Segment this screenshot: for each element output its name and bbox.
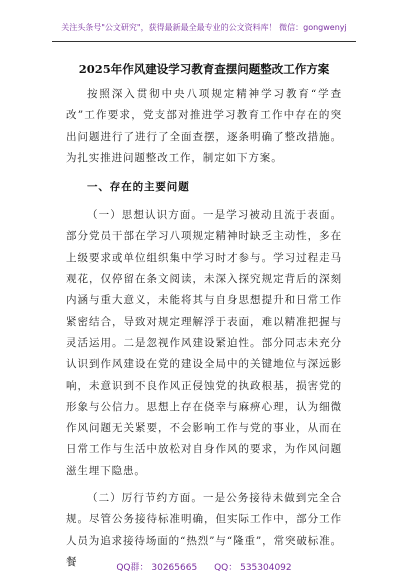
body-paragraph-1: （一）思想认识方面。一是学习被动且流于表面。部分党员干部在学习八项规定精神时缺乏主动性，多在上级要求或单位组织集中学习时才参与。学习过程走马观花，仅停留在条文阅读，未深入探究规定背后的深刻内涵与重大意义，未能将其与自身思想提升和日常工作紧密结合，导致对规定理解浮于表面，难以精准把握与灵活运用。二是忽视作风建设紧迫性。部分同志未充分认识到作风建设在党的建设全局中的关键地位与深远影响，未意识到不良作风正侵蚀党的执政根基，损害党的形象与公信力。思想上存在侥幸与麻痹心理，认为细微作风问题无关紧要，不会影响工作与党的事业，从而在日常工作与生活中放松对自身作风的要求，为作风问题滋生埋下隐患。 [66,209,342,477]
header-promo-text: 关注头条号"公文研究"，获得最新最全最专业的公文资料库！ 微信：gongwenyj [61,23,347,32]
footer-contact [0,560,408,573]
document-body [66,84,342,573]
section-heading: 一、存在的主要问题 [87,181,190,194]
intro-paragraph: 按照深入贯彻中央八项规定精神学习教育“学查改”工作要求，党支部对推进学习教育工作中存在的突出问题进行了进行了全面查摆，逐条明确了整改措施。为扎实推进问题整改工作，制定如下方案。 [66,88,342,164]
header-divider [52,41,356,42]
footer-qq: QQ： 535304092 [214,563,292,573]
document-title: 2025年作风建设学习教育查摆问题整改工作方案 [78,62,330,76]
body-paragraph-2: （二）厉行节约方面。一是公务接待未做到完全合规。尽管公务接待标准明确，但实际工作中，部分工作人员为追求接待场面的“热烈”与“隆重”，常突破标准。餐 [66,492,342,568]
footer-qq-group: QQ群： 30265665 [116,563,198,573]
